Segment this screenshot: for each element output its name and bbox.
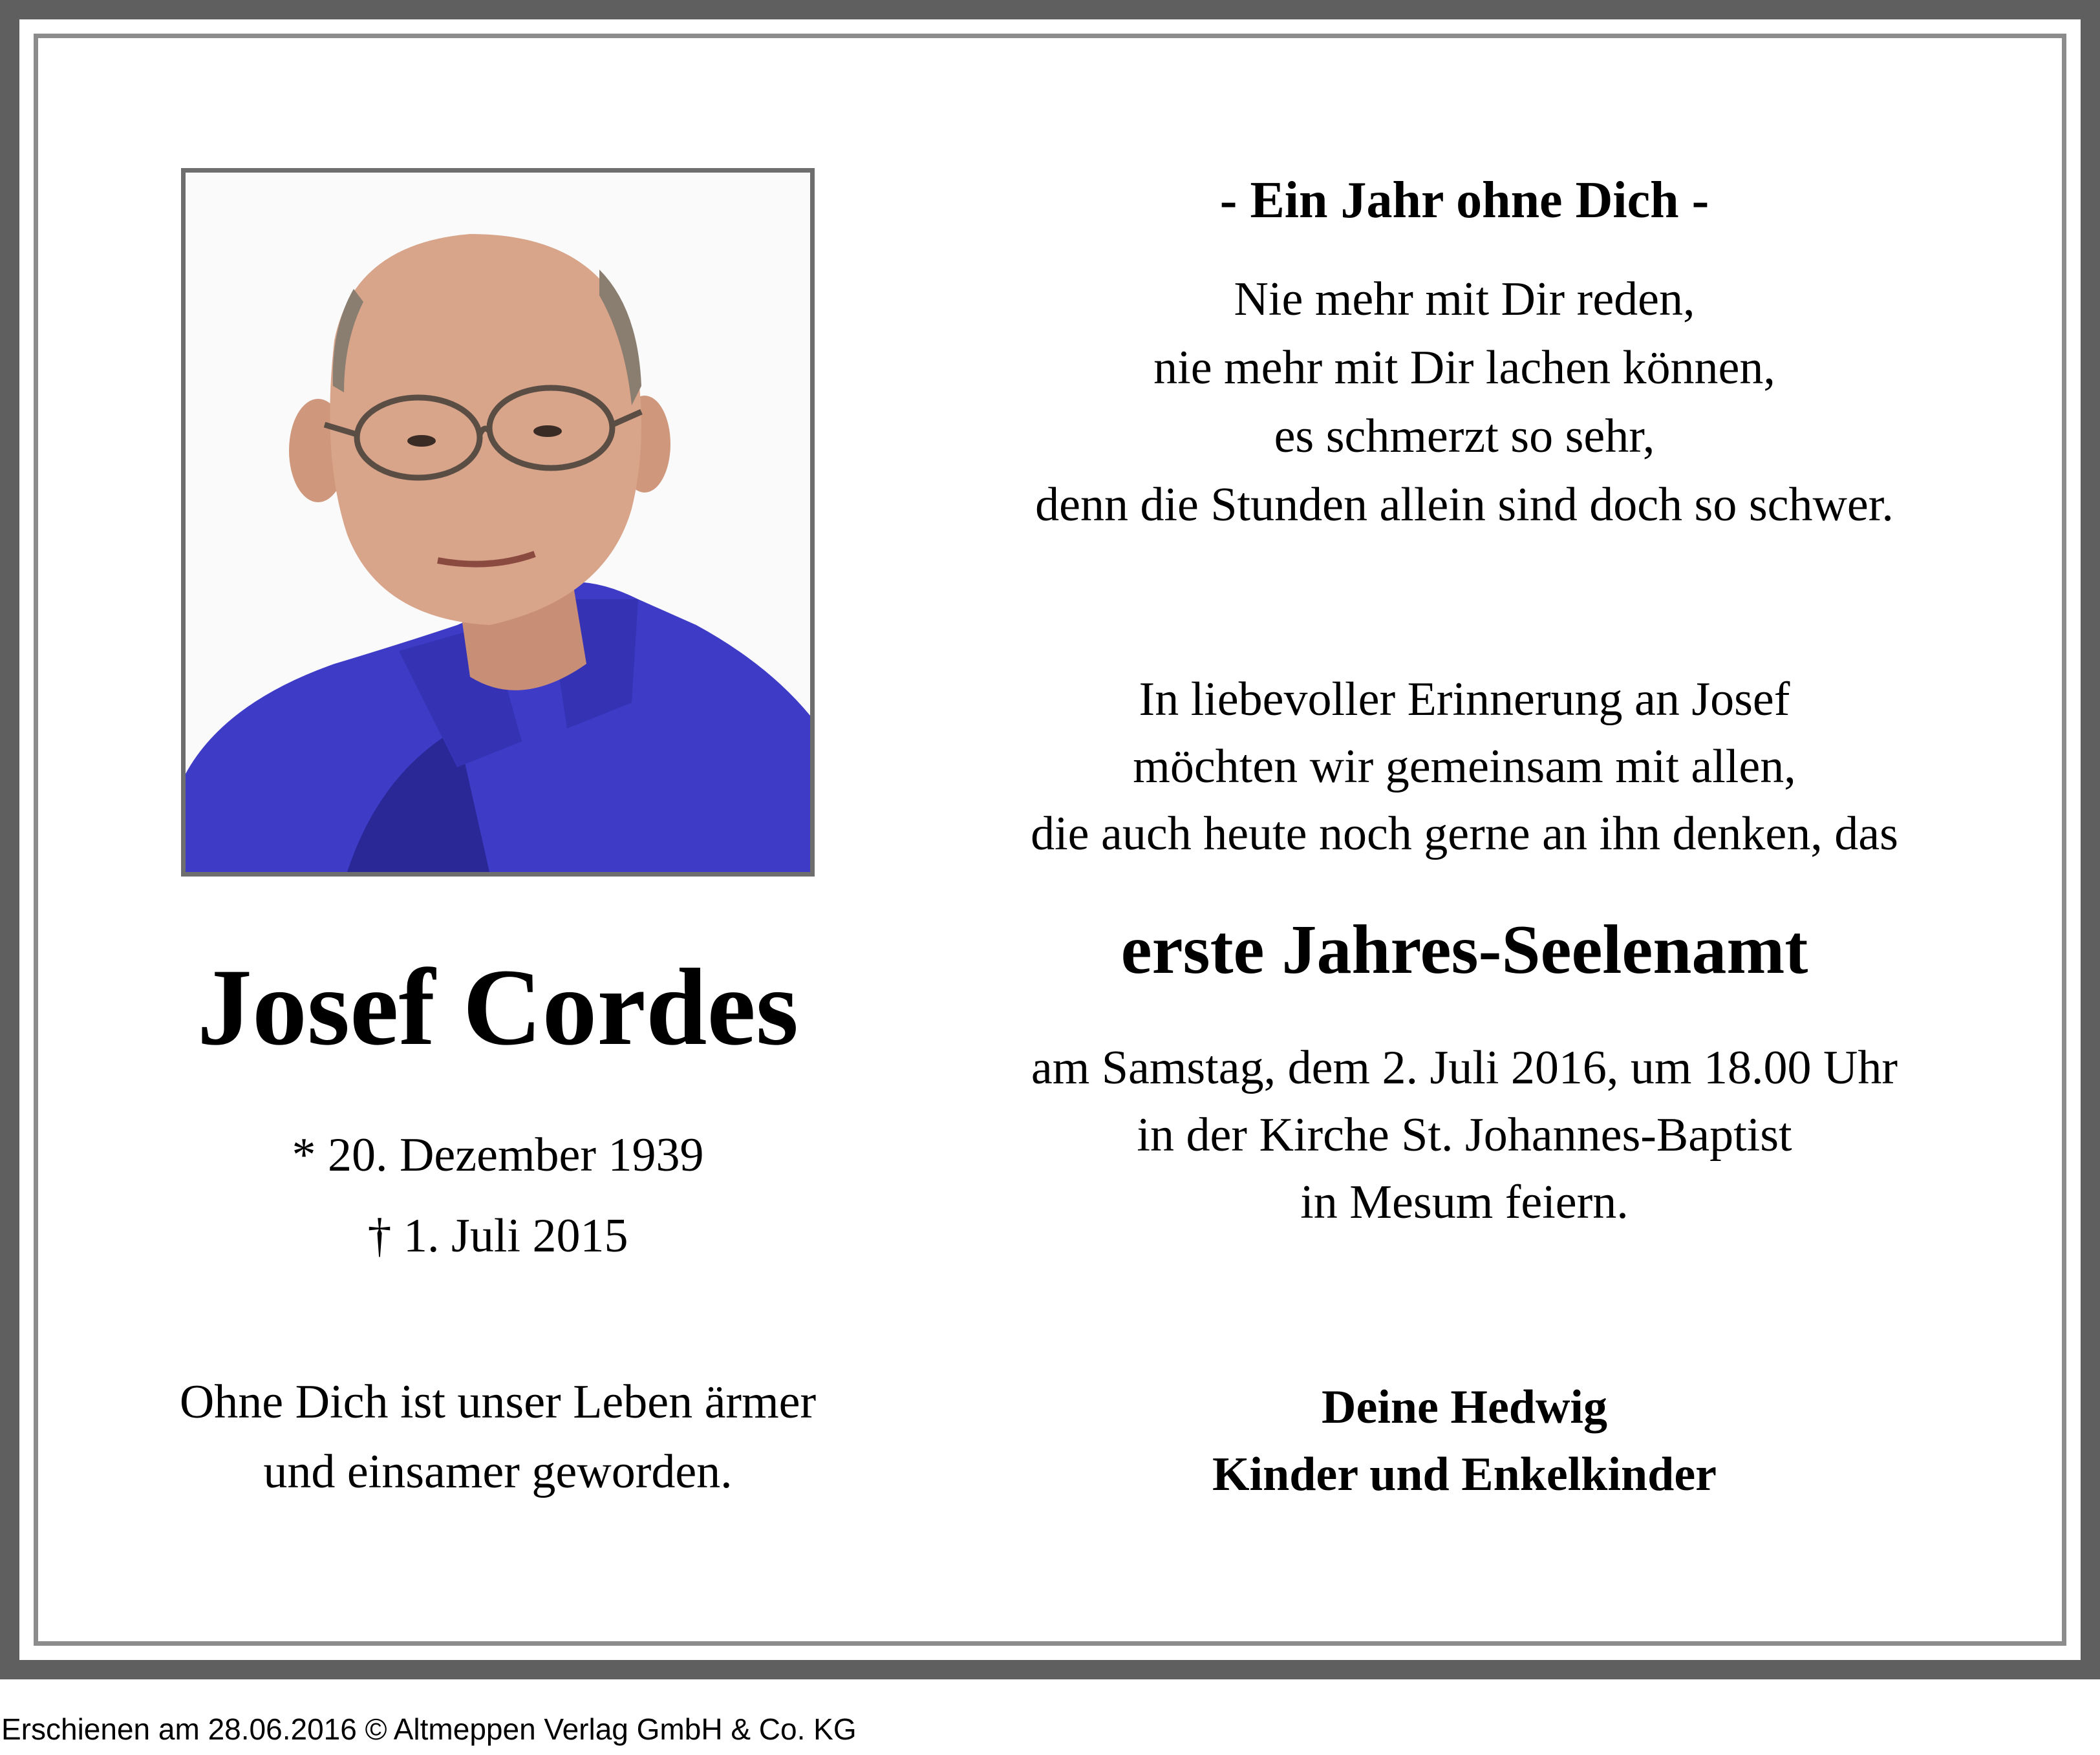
memory-line: In liebevoller Erinnerung an Josef [1139, 673, 1790, 726]
mass-title: erste Jahres-Seelenamt [1120, 911, 1808, 988]
life-dates [97, 1115, 899, 1277]
poem-line: denn die Stunden allein sind doch so schwer. [1035, 478, 1894, 531]
quote-line: Ohne Dich ist unser Leben ärmer [179, 1376, 817, 1429]
event-details [905, 1034, 2024, 1236]
event-line: in Mesum feiern. [1300, 1176, 1629, 1229]
event-line: in der Kirche St. Johannes-Baptist [1137, 1109, 1792, 1162]
memory-line: möchten wir gemeinsam mit allen, [1133, 740, 1796, 793]
poem-line: es schmerzt so sehr, [1274, 410, 1655, 463]
signature-line: Kinder und Enkelkinder [1212, 1448, 1717, 1501]
event-line: am Samstag, dem 2. Juli 2016, um 18.00 Uhr [1031, 1041, 1898, 1094]
portrait-illustration [186, 173, 810, 872]
poem [905, 265, 2024, 539]
birth-date: * 20. Dezember 1939 [292, 1129, 704, 1182]
poem-line: Nie mehr mit Dir reden, [1234, 273, 1695, 326]
memory-line: die auch heute noch gerne an ihn denken, das [1031, 807, 1898, 860]
signature-line: Deine Hedwig [1322, 1381, 1607, 1434]
poem-line: nie mehr mit Dir lachen können, [1153, 341, 1775, 394]
left-eye [407, 435, 436, 447]
signature [905, 1374, 2024, 1508]
quote-line: und einsamer geworden. [263, 1445, 733, 1498]
left-quote [97, 1367, 899, 1507]
memory-text [905, 666, 2024, 867]
portrait-photo [181, 168, 815, 877]
deceased-name: Josef Cordes [197, 946, 799, 1068]
heading: - Ein Jahr ohne Dich - [1219, 172, 1709, 229]
publication-footer: Erschienen am 28.06.2016 © Altmeppen Verlag GmbH & Co. KG [1, 1712, 857, 1746]
death-date: † 1. Juli 2015 [367, 1209, 628, 1262]
right-eye [533, 425, 562, 437]
